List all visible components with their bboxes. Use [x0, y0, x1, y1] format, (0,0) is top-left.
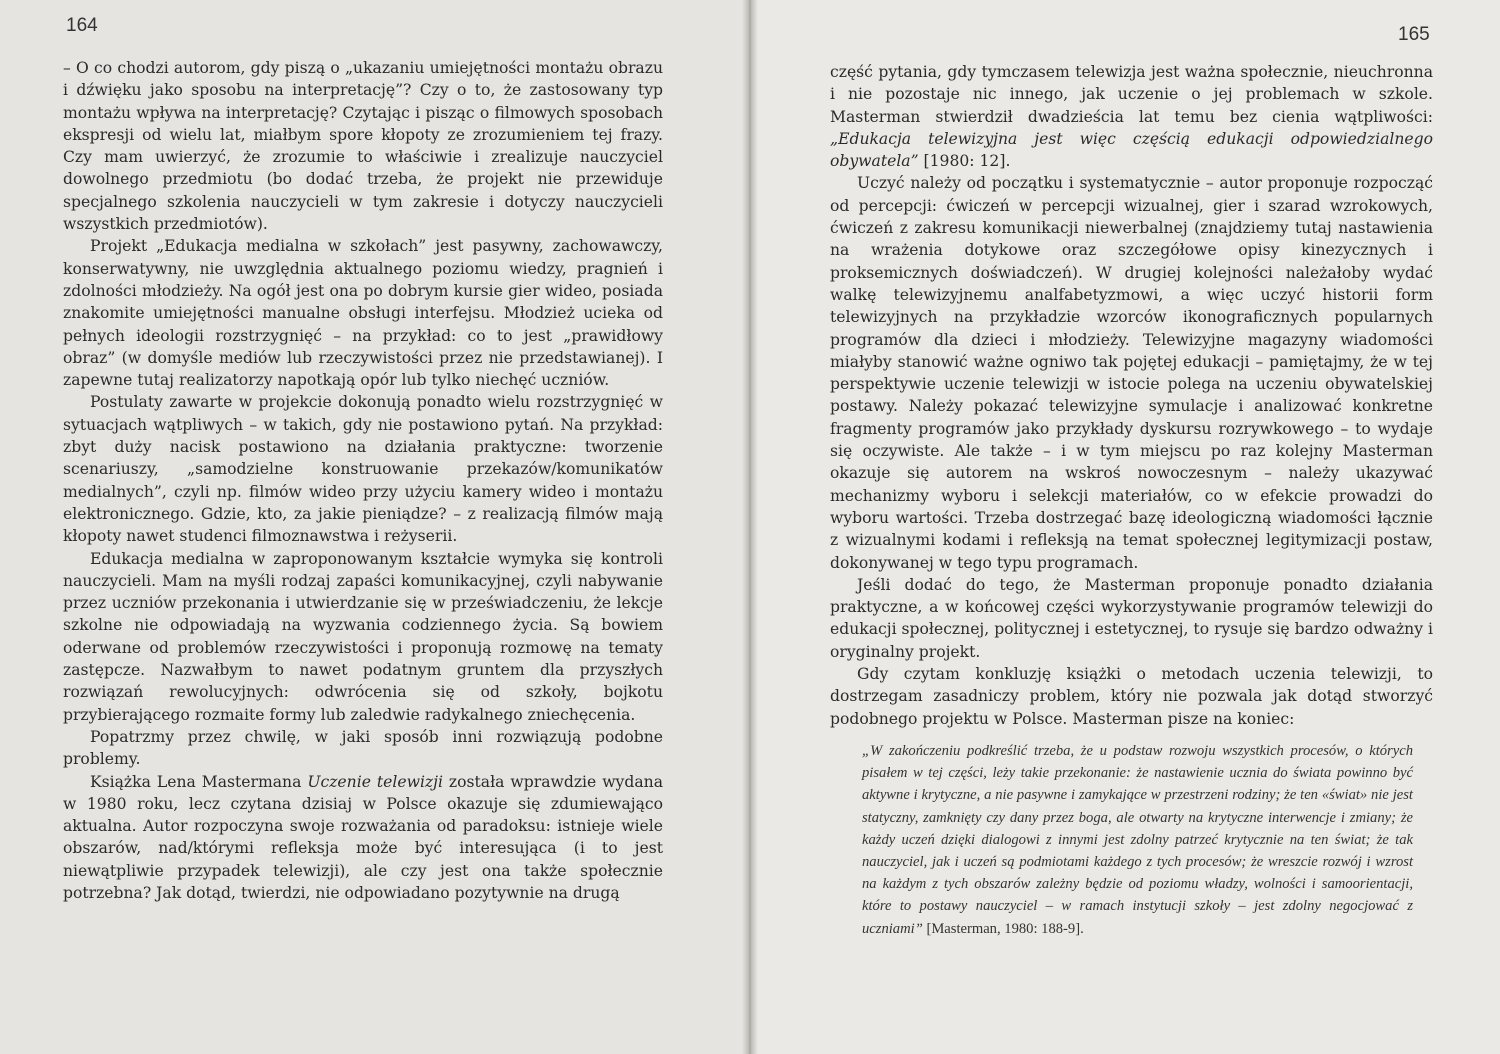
paragraph: Popatrzmy przez chwilę, w jaki sposób inni rozwiązują podobne problemy.: [63, 727, 663, 769]
book-spine: [742, 0, 758, 1054]
inline-quote: „Edukacja telewizyjna jest więc częścią edukacji odpowiedzialnego obywatela”: [830, 129, 1433, 171]
paragraph: [63, 771, 663, 905]
page-number-right: 165: [1398, 24, 1430, 45]
paragraph: Projekt „Edukacja medialna w szkołach” jest pasywny, zachowawczy, konserwatywny, nie uwzględnia aktualnego poziomu wiedzy, pragnień i zdolności młodzieży. Na ogół jest ona po dobrym kursie gier wideo, posiada znakomite umiejętności manualne obsługi interfejsu. Młodzież ucieka od pełnych ideologii rozstrzygnięć – na przykład: co to jest „prawidłowy obraz” (w domyśle mediów lub rzeczywistości przez nie przedstawianej). I zapewne tutaj realizatorzy napotkają opór lub tylko niechęć uczniów.: [63, 237, 663, 390]
paragraph-text: Książka Lena Mastermana: [90, 772, 308, 791]
right-page: [750, 0, 1500, 1054]
quote-text: „W zakończeniu podkreślić trzeba, że u podstaw rozwoju wszystkich procesów, o których pisałem w tej części, leży takie przekonanie: że nastawienie ucznia do świata powinno być aktywne i krytyczne, a nie pasywne i zamykające w przestrzeni rodziny; że ten «świat» nie jest statyczny, zamknięty czy dany przez boga, ale otwarty na krytyczne interwencje i zmiany; że każdy uczeń dzięki dialogowi z innymi jest zdolny patrzeć krytycznie na ten świat; że tak nauczyciel, jak i uczeń są podmiotami każdego z tych procesów; że wreszcie rozwój i wzrost na każdym z tych obszarów zależny będzie od poziomu władzy, wolności i samoorientacji, które to postawy nauczyciel – w ramach instytucji szkoły – jest zdolny negocjować z uczniami”: [862, 742, 1413, 937]
paragraph: Jeśli dodać do tego, że Masterman proponuje ponadto działania praktyczne, a w końcowej części wykorzystywanie programów telewizji do edukacji społecznej, politycznej i estetycznej, to rysuje się bardzo odważny i oryginalny projekt.: [830, 575, 1433, 661]
block-quote: [862, 740, 1413, 940]
paragraph-text: część pytania, gdy tymczasem telewizja jest ważna społecznie, nieuchronna i nie pozostaje nic innego, jak uczenie o jej problemach w szkole. Masterman stwierdził dwadzieścia lat temu bez cienia wątpliwości:: [830, 63, 1433, 126]
paragraph: Uczyć należy od początku i systematycznie – autor proponuje rozpocząć od percepcji: ćwiczeń w percepcji wizualnej, gier i szarad wzrokowych, ćwiczeń z zakresu komunikacji niewerbalnej (znajdziemy tutaj nastawienia na wrażenia dotykowe oraz szczegółowe opisy kinezycznych i proksemicznych doświadczeń). W drugiej kolejności należałoby wydać walkę telewizyjnemu analfabetyzmowi, a więc uczyć historii form telewizyjnych na przykładzie wzorców ikonograficznych popularnych programów dla dzieci i młodzieży. Telewizyjne magazyny wiadomości miałyby stanowić ważne ogniwo tak pojętej edukacji – pamiętajmy, że w tej perspektywie uczenie telewizji w istocie polega na uczeniu obywatelskiej postawy. Należy pokazać telewizyjne symulacje i analizować konkretne fragmenty programów jako przykłady dyskursu rozrywkowego – to wydaje się oczywiste. Ale także – i w tym miejscu po raz kolejny Masterman okazuje się autorem na wskroś nowoczesnym – należy ukazywać mechanizmy wyboru i selekcji materiałów, co w efekcie prowadzi do wyboru wartości. Trzeba dostrzegać bazę ideologiczną wiadomości łącznie z wizualnymi kodami i refleksją na temat społecznej legitymizacji postaw, dokonywanej w tego typu programach.: [830, 174, 1433, 572]
page-number-left: 164: [66, 15, 98, 36]
paragraph: Edukacja medialna w zaproponowanym kształcie wymyka się kontroli nauczycieli. Mam na myśli rodzaj zapaści komunikacyjnej, czyli nabywanie przez uczniów przekonania i utwierdzanie się w przeświadczeniu, że lekcje szkolne nie odpowiadają na wyzwania codziennego życia. Są bowiem oderwane od problemów rzeczywistości i proponują rozmowę na tematy zastępcze. Nazwałbym to nawet podatnym gruntem dla przyszłych rozwiązań rewolucyjnych: odwrócenia się od szkoły, bojkotu przybierającego rozmaite formy lub zaledwie radykalnego zniechęcenia.: [63, 549, 663, 724]
paragraph: – O co chodzi autorom, gdy piszą o „ukazaniu umiejętności montażu obrazu i dźwięku jako sposobu na interpretację”? Czy o to, że zastosowany typ montażu wpływa na interpretację? Czytając i pisząc o filmowych sposobach ekspresji od wielu lat, miałbym spore kłopoty ze zrozumieniem tej frazy. Czy mam uwierzyć, że zrozumie to właściwie i zrealizuje nauczyciel dowolnego przedmiotu (bo dodać trzeba, że projekt nie przewiduje specjalnego szkolenia nauczycieli w tym zakresie i dotyczy nauczycieli wszystkich przedmiotów).: [63, 59, 663, 234]
quote-citation: [Masterman, 1980: 188-9].: [922, 920, 1084, 937]
citation: [1980: 12].: [918, 152, 1011, 171]
paragraph: Postulaty zawarte w projekcie dokonują ponadto wielu rozstrzygnięć w sytuacjach wątpliwych – w takich, gdy nie postawiono pytań. Na przykład: zbyt duży nacisk postawiono na działania praktyczne: tworzenie scenariuszy, „samodzielne konstruowanie przekazów/komunikatów medialnych”, czyli np. filmów wideo przy użyciu kamery wideo i montażu elektronicznego. Gdzie, kto, za jakie pieniądze? – z realizacją filmów mają kłopoty nawet studenci filmoznawstwa i reżyserii.: [63, 393, 663, 546]
right-page-text: [830, 61, 1433, 940]
book-title: Uczenie telewizji: [307, 772, 443, 791]
paragraph: [830, 61, 1433, 172]
paragraph: Gdy czytam konkluzję książki o metodach uczenia telewizji, to dostrzegam zasadniczy problem, który nie pozwala jak dotąd stworzyć podobnego projektu w Polsce. Masterman pisze na koniec:: [830, 665, 1433, 728]
paragraph-text: została wprawdzie wydana w 1980 roku, lecz czytana dzisiaj w Polsce okazuje się zdumiewająco aktualna. Autor rozpoczyna swoje rozważania od paradoksu: istnieje wiele obszarów, nad/którymi refleksja może być interesująca (i to jest niewątpliwie przypadek telewizji), ale czy jest ona także społecznie potrzebna? Jak dotąd, twierdzi, nie odpowiadano pozytywnie na drugą: [63, 772, 663, 902]
left-page-text: [63, 57, 663, 904]
